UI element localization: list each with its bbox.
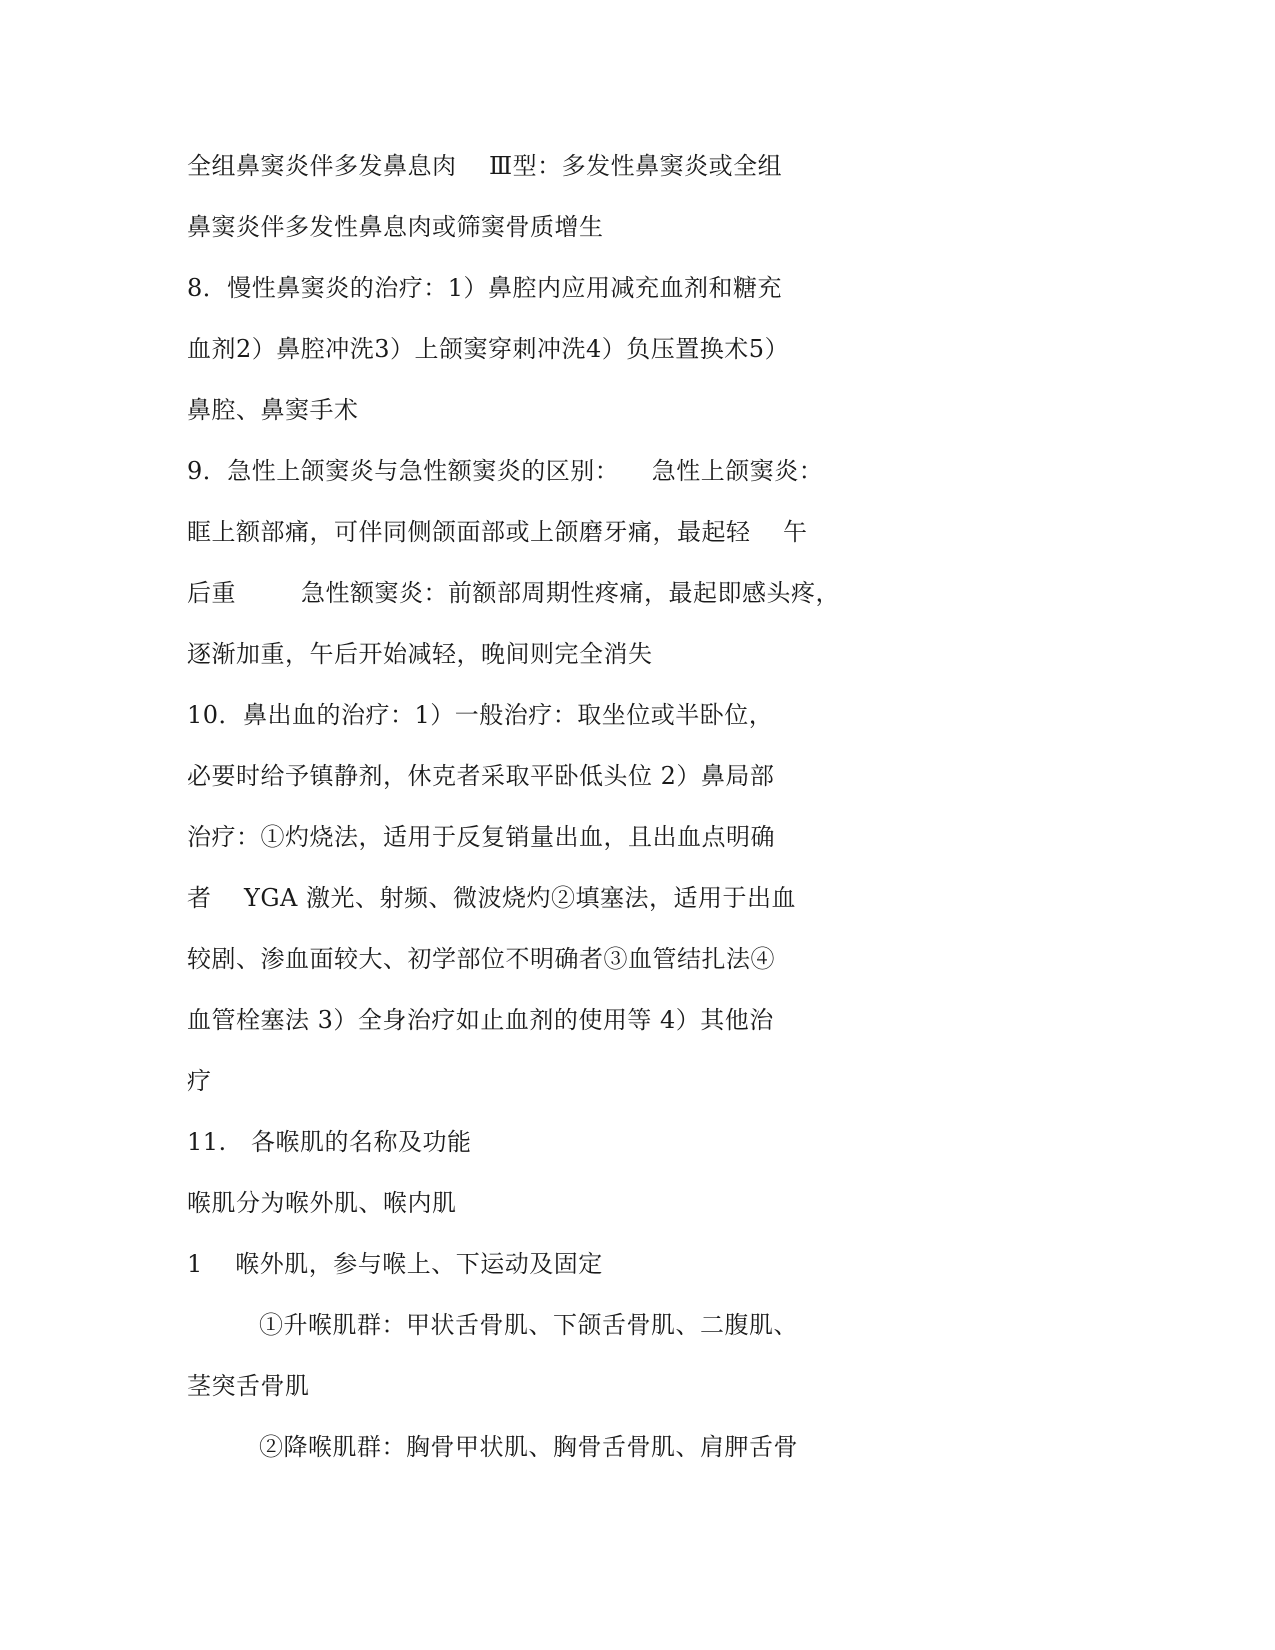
text-line: 全组鼻窦炎伴多发鼻息肉 Ⅲ型：多发性鼻窦炎或全组: [187, 152, 783, 180]
text-line: 逐渐加重，午后开始减轻，晚间则完全消失: [187, 640, 653, 668]
text-line: 者 YGA 激光、射频、微波烧灼②填塞法，适用于出血: [187, 884, 796, 912]
text-line: 9．急性上颌窦炎与急性额窦炎的区别： 急性上颌窦炎：: [187, 457, 824, 485]
text-line: 鼻窦炎伴多发性鼻息肉或筛窦骨质增生: [187, 213, 604, 241]
text-line: 11. 各喉肌的名称及功能: [187, 1128, 472, 1156]
text-line: 鼻腔、鼻窦手术: [187, 396, 359, 424]
text-line: 茎突舌骨肌: [187, 1372, 310, 1400]
text-line: 喉肌分为喉外肌、喉内肌: [187, 1189, 457, 1217]
document-body: [187, 136, 907, 1478]
text-line: 后重 急性额窦炎：前额部周期性疼痛，最起即感头疼，: [187, 579, 841, 607]
text-line: 必要时给予镇静剂，休克者采取平卧低头位 2）鼻局部: [187, 762, 775, 790]
text-line: 10．鼻出血的治疗：1）一般治疗：取坐位或半卧位，: [187, 701, 774, 729]
text-line: 疗: [187, 1067, 212, 1095]
text-line: ①升喉肌群：甲状舌骨肌、下颌舌骨肌、二腹肌、: [259, 1311, 798, 1339]
text-line: 血剂2）鼻腔冲洗3）上颌窦穿刺冲洗4）负压置换术5）: [187, 335, 790, 363]
text-line: 血管栓塞法 3）全身治疗如止血剂的使用等 4）其他治: [187, 1006, 774, 1034]
text-line: 1 喉外肌，参与喉上、下运动及固定: [187, 1250, 603, 1278]
text-line: 治疗：①灼烧法，适用于反复销量出血，且出血点明确: [187, 823, 775, 851]
text-line: 眶上额部痛，可伴同侧颌面部或上颌磨牙痛，最起轻 午: [187, 518, 808, 546]
text-line: 8．慢性鼻窦炎的治疗：1）鼻腔内应用减充血剂和糖充: [187, 274, 783, 302]
text-line: ②降喉肌群：胸骨甲状肌、胸骨舌骨肌、肩胛舌骨: [259, 1433, 798, 1461]
text-line: 较剧、渗血面较大、初学部位不明确者③血管结扎法④: [187, 945, 775, 973]
